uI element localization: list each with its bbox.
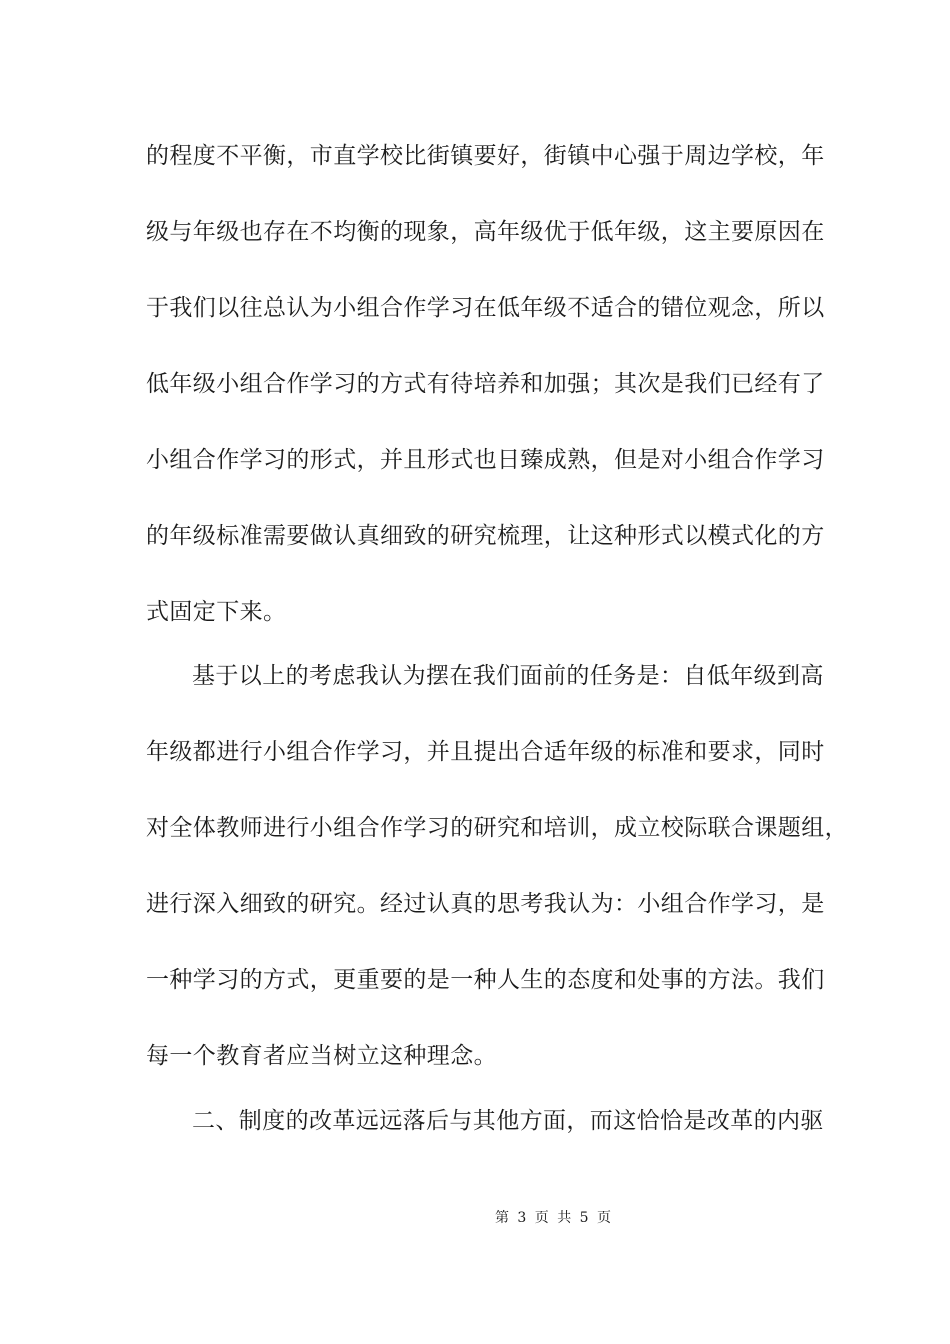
- paragraph-line: 进行深入细致的研究。经过认真的思考我认为：小组合作学习，是: [146, 891, 825, 917]
- paragraph-line: 低年级小组合作学习的方式有待培养和加强；其次是我们已经有了: [146, 371, 825, 397]
- page-number-footer: 第 3 页 共 5 页: [494, 1210, 612, 1226]
- paragraph-line: 小组合作学习的形式，并且形式也日臻成熟，但是对小组合作学习: [146, 447, 825, 473]
- paragraph-line: 年级都进行小组合作学习，并且提出合适年级的标准和要求，同时: [146, 739, 825, 765]
- paragraph-line: 于我们以往总认为小组合作学习在低年级不适合的错位观念，所以: [146, 295, 825, 321]
- paragraph-line: 每一个教育者应当树立这种理念。: [146, 1043, 497, 1069]
- paragraph-2: [146, 638, 848, 1094]
- paragraph-line: 级与年级也存在不均衡的现象，高年级优于低年级，这主要原因在: [146, 219, 825, 245]
- paragraph-3: [146, 1083, 824, 1159]
- paragraph-line: 式固定下来。: [146, 599, 287, 625]
- paragraph-line: 基于以上的考虑我认为摆在我们面前的任务是：自低年级到高: [192, 663, 824, 689]
- paragraph-line: 二、制度的改革远远落后与其他方面，而这恰恰是改革的内驱: [192, 1108, 824, 1134]
- paragraph-line: 的程度不平衡，市直学校比街镇要好，街镇中心强于周边学校，年: [146, 143, 825, 169]
- paragraph-line: 一种学习的方式，更重要的是一种人生的态度和处事的方法。我们: [146, 967, 825, 993]
- paragraph-1: [146, 118, 825, 650]
- paragraph-line: 对全体教师进行小组合作学习的研究和培训，成立校际联合课题组，: [146, 815, 848, 841]
- paragraph-line: 的年级标准需要做认真细致的研究梳理，让这种形式以模式化的方: [146, 523, 825, 549]
